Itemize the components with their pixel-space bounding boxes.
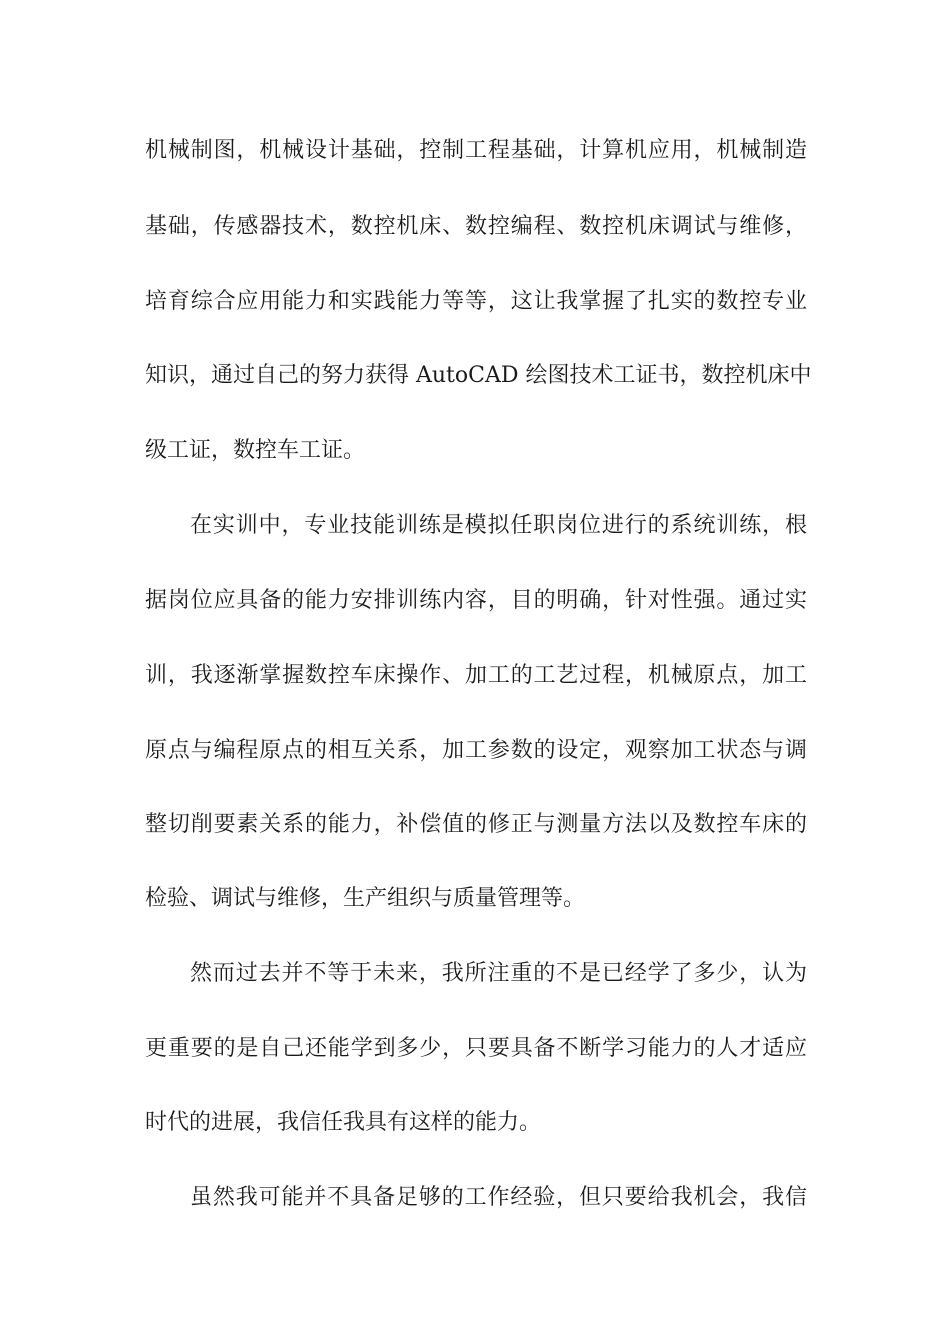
paragraph-1-line-5: 级工证，数控车工证。 [145,438,366,463]
paragraph-2-line-4: 原点与编程原点的相互关系，加工参数的设定，观察加工状态与调 [145,738,807,763]
paragraph-3-line-3: 时代的进展，我信任我具有这样的能力。 [145,1110,542,1135]
paragraph-1-line-4: 知识，通过自己的努力获得 AutoCAD 绘图技术工证书，数控机床中 [145,363,812,388]
paragraph-1-line-1: 机械制图，机械设计基础，控制工程基础，计算机应用，机械制造 [145,138,807,163]
paragraph-3-line-1: 然而过去并不等于未来，我所注重的不是已经学了多少，认为 [190,961,807,986]
paragraph-1-line-3: 培育综合应用能力和实践能力等等，这让我掌握了扎实的数控专业 [145,289,807,314]
paragraph-4-line-1: 虽然我可能并不具备足够的工作经验，但只要给我机会，我信 [190,1185,807,1210]
paragraph-2-line-2: 据岗位应具备的能力安排训练内容，目的明确，针对性强。通过实 [145,588,807,613]
paragraph-2-line-6: 检验、调试与维修，生产组织与质量管理等。 [145,886,586,911]
paragraph-2-line-3: 训，我逐渐掌握数控车床操作、加工的工艺过程，机械原点，加工 [145,663,807,688]
paragraph-2-line-5: 整切削要素关系的能力，补偿值的修正与测量方法以及数控车床的 [145,812,807,837]
paragraph-3-line-2: 更重要的是自己还能学到多少，只要具备不断学习能力的人才适应 [145,1036,807,1061]
paragraph-2-line-1: 在实训中，专业技能训练是模拟任职岗位进行的系统训练，根 [190,513,807,538]
paragraph-1-line-2: 基础，传感器技术，数控机床、数控编程、数控机床调试与维修， [145,214,807,239]
